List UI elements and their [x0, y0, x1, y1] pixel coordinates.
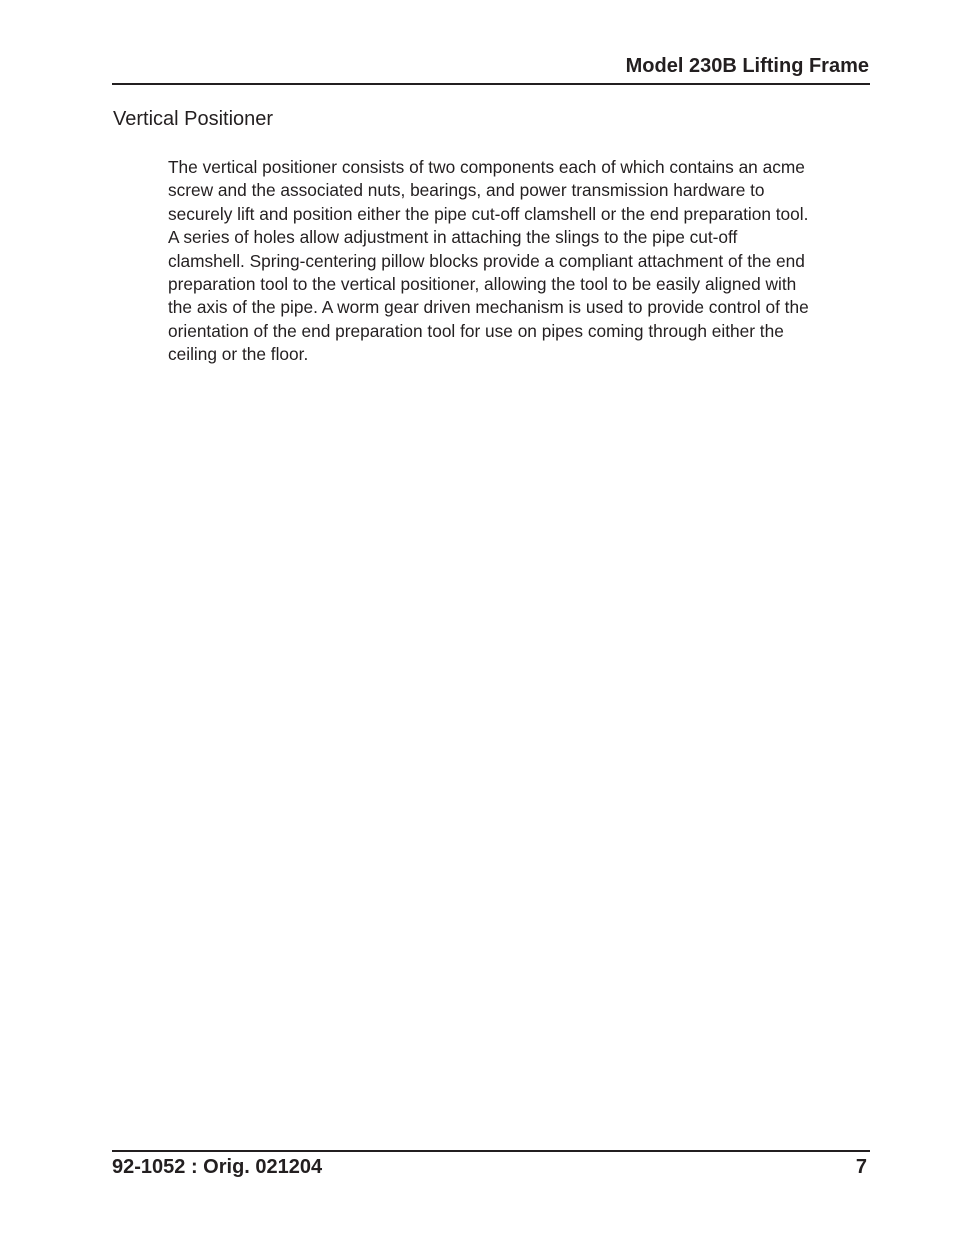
paragraph-line: screw and the associated nuts, bearings, and power transmission hardware to — [168, 180, 765, 201]
paragraph-line: orientation of the end preparation tool for use on pipes coming through either the — [168, 320, 784, 341]
paragraph-line: ceiling or the floor. — [168, 344, 309, 365]
paragraph-line: A series of holes allow adjustment in attaching the slings to the pipe cut-off — [168, 227, 738, 248]
body-paragraph — [168, 156, 873, 367]
paragraph-line: preparation tool to the vertical positioner, allowing the tool to be easily aligned with — [168, 274, 797, 295]
section-heading: Vertical Positioner — [113, 108, 274, 130]
header-divider — [112, 83, 870, 85]
paragraph-line: clamshell. Spring-centering pillow blocks provide a compliant attachment of the end — [168, 250, 805, 271]
footer-divider — [112, 1150, 870, 1152]
page-number: 7 — [855, 1156, 867, 1178]
document-number: 92-1052 : Orig. 021204 — [112, 1156, 323, 1178]
paragraph-line: the axis of the pipe. A worm gear driven mechanism is used to provide control of the — [168, 297, 809, 318]
paragraph-line: securely lift and position either the pipe cut-off clamshell or the end preparation tool. — [168, 203, 809, 224]
paragraph-line: The vertical positioner consists of two components each of which contains an acme — [168, 157, 805, 177]
running-header-title: Model 230B Lifting Frame — [625, 55, 869, 77]
